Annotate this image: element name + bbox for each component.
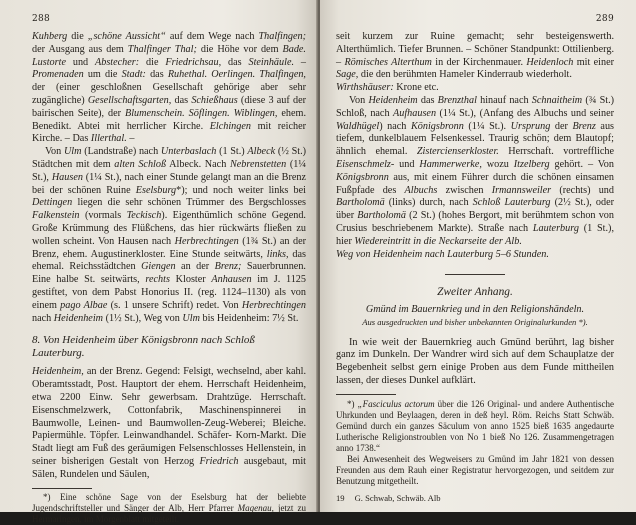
text-paragraph: *) „Fasciculus actorum über die 126 Original- und andere Authentische Uhrkunden und Beylaagen, deren in deß heyl. Röm. Reichs Statt Schwäb. Gemünd durch ein ganzes Säculum von anno 1525 bieß 1635 angedaurte Lutherische Religionstroublen von No 1 bieß No 126. Zusammengetragen anno 1738.“ — [336, 398, 614, 453]
signature-sheet-number: 19 — [336, 492, 345, 503]
page-number-left: 288 — [32, 14, 51, 24]
text-paragraph: seit kurzem zur Ruine gemacht; sehr besteigenswerth. Alterthümlich. Tiefer Brunnen. – Schöner Standpunkt: Ottilienberg. – Römisches Alterthum in der Kirchenmauer. Heidenloch mit einer Sage, die den berühmten Hameler Kinderraub wiederholt. — [336, 31, 614, 81]
footnotes-right — [336, 399, 614, 487]
section-divider — [445, 274, 505, 275]
right-page — [320, 0, 636, 512]
appendix-source-note: Aus ausgedruckten und bisher unbekannten Originalurkunden *). — [362, 316, 588, 327]
appendix-text — [336, 337, 614, 388]
text-paragraph: Von Ulm (Landstraße) nach Unterbaslach (1 St.) Albeck (½ St.) Städtchen mit dem alten Schloß Albeck. Nach Nebrenstetten (1¼ St.), Hausen (1¼ St.), nach einer Stunde gelangt man an die Brenz bei der schönen Ruine Eselsburg*); und noch weiter links bei Dettingen liegen die sehr schönen Trümmer des Bergschlosses Falkenstein (vormals Teckisch). Eigenthümlich schöne Gegend. Große Krümmung des Flüßchens, das hier rückwärts fließen zu wollen scheint. Von Hausen nach Herbrechtingen (1¾ St.) an der Brenz, ehem. Augustinerkloster. Eine Stunde seitwärts, links, das ehemal. Reichsstädtchen Giengen an der Brenz; Sauerbrunnen. Eine halbe St. seitwärts, rechts Kloster Anhausen im J. 1125 gestiftet, von dem Pabst Honorius II. (reg. 1124–1130) als von einem pago Albae (s. 1 unsere Schrift) redet. Von Herbrechtingen nach Heidenheim (1½ St.), Weg von Ulm bis Heidenheim: 7½ St. — [32, 146, 307, 324]
right-page-text — [336, 31, 614, 261]
text-paragraph: Wirthshäuser: Krone etc. — [336, 82, 439, 94]
footnote-left: *) Eine schöne Sage von der Eselsburg hat der beliebte Jugendschriftsteller und Sänger der Alb, Herr Pfarrer Magenau, jetzt zu Hermaringen, im Morgenblatt mitgeteilt. — [32, 492, 306, 525]
text-paragraph: Heidenheim, an der Brenz. Gegend: Felsigt, wechselnd, aber kahl. Oberamtsstadt, Post. Hauptort der ehem. Herrschaft Heidenheim, etwa 2200 Einw. Sehr gewerbsam. Drahtzüge. Herrschaft. Eisenschmelzwerk, Cottonfabrik, Maschinenspinnerei in Baumwolle, Leinen- und Baumwollen-Zeug-Weberei; Bleiche. Papiermühle. Töpfer. Leinwandhandel. Schäfer- Korn-Markt. Die Stadt liegt am Fuß des geräumigen Felsenschlosses Hellenstein, in seiner bisherigen Gestalt von Herzog Friedrich ausgebaut, mit Sälen, Rundelen und Säulen, — [32, 366, 306, 480]
signature-label: G. Schwab, Schwäb. Alb — [354, 492, 441, 503]
left-page-text — [32, 31, 306, 325]
appendix-subtitle: Gmünd im Bauernkrieg und in den Religionshändeln. — [365, 304, 585, 316]
text-paragraph: In wie weit der Bauernkrieg auch Gmünd berührt, lag bisher ganz im Dunkeln. Der Wandrer wird sich auf dem Schauplatze der Begebenheit selbst gern einige Proben aus dem Funde mittheilen lassen, der dieses Dunkel aufklärt. — [336, 336, 614, 387]
text-paragraph: Von Heidenheim das Brenzthal hinauf nach Schnaitheim (¾ St.) Schloß, nach Aufhausen (1¼ St.), (Anfang des Albuchs und seiner Waldhügel) nach Königsbronn (1¼ St.). Ursprung der Brenz aus tiefem, dunkelblauem Felsenkessel. Traurig schön; dem Blautopf; ähnlich ehemal. Zistercienserkloster. Herrschaft. vortreffliche Eisenschmelz- und Hammerwerke, wozu Itzelberg gehört. – Von Königsbronn aus, mit einem Führer durch die schönen einsamen Fußpfade des Albuchs zwischen Irmannsweiler (rechts) und Bartholomä (links) durch, nach Schloß Lauterburg (2½ St.), oder über Bartholomä (2 St.) (hohes Bergort, mit berühmtem schon von Crusius beschriebenem Markte). Straße nach Lauterburg (1 St.), hier Wiedereintritt in die Neckarseite der Alb. — [336, 94, 615, 247]
footnote-rule — [32, 488, 92, 489]
section-text — [32, 366, 306, 481]
text-paragraph: Bei Anwesenheit des Wegweisers zu Gmünd im Jahr 1821 von dessen Freunden aus dem Rauh einer Registratur hervorgezogen, und seitdem zur Benutzung mitgetheilt. — [336, 453, 614, 486]
footnote-rule — [336, 394, 396, 395]
text-paragraph: Kuhberg die „schöne Aussicht“ auf dem Wege nach Thalfingen; der Ausgang aus dem Thalfinger Thal; die Höhe vor dem Bade. Lustorte und Abstecher: die Friedrichsau, das Steinhäule. – Promenaden um die Stadt: das Ruhethal. Oerlingen. Thalfingen, der (einer geschloßnen Gesellschaft gehörige aber sehr zugängliche) Gesellschaftsgarten, das Schießhaus (diese 3 auf der bairischen Seite), der Blumenschein. Söflingen. Wiblingen, ehem. Benedikt. Abtei mit herrlicher Kirche. Elchingen mit reicher Kirche. – Das Illerthal. – — [32, 31, 307, 145]
appendix-title: Zweiter Anhang. — [437, 286, 513, 299]
text-paragraph: Weg von Heidenheim nach Lauterburg 5–6 Stunden. — [336, 248, 549, 260]
printer-signature — [336, 493, 614, 504]
page-number-right: 289 — [595, 14, 614, 24]
section-heading: 8. Von Heidenheim über Königsbronn nach Schloß Lauterburg. — [32, 334, 255, 360]
